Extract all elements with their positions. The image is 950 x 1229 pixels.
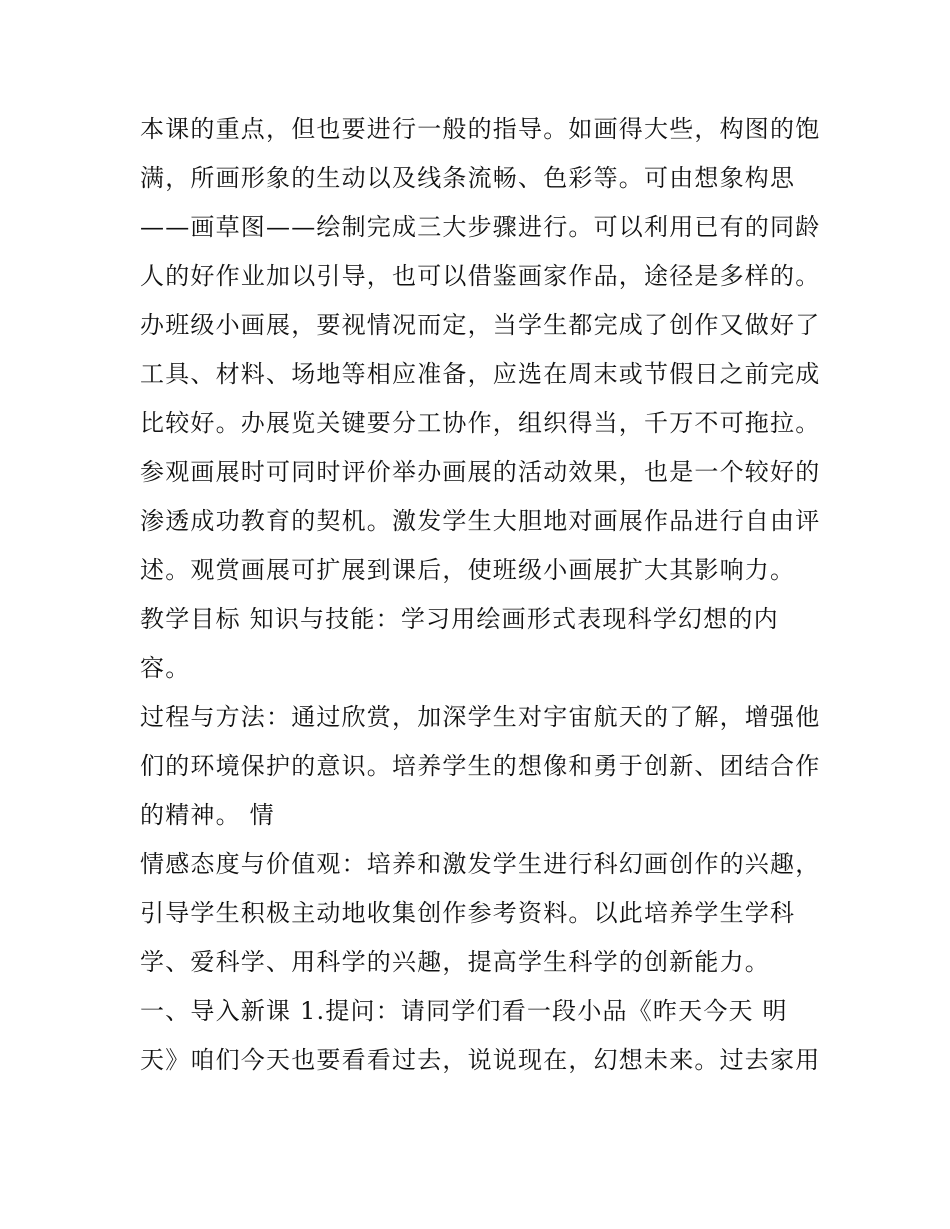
text-line: 一、导入新课 1.提问：请同学们看一段小品《昨天今天 明 — [140, 997, 788, 1025]
text-line: 学、爱科学、用科学的兴趣，提高学生科学的创新能力。 — [140, 948, 770, 976]
text-line: 人的好作业加以引导，也可以借鉴画家作品，途径是多样的。 — [140, 262, 821, 290]
text-line: 教学目标 知识与技能：学习用绘画形式表现科学幻想的内 — [140, 605, 779, 633]
text-line: ——画草图——绘制完成三大步骤进行。可以利用已有的同龄 — [140, 213, 821, 241]
text-line: 们的环境保护的意识。培养学生的想像和勇于创新、团结合作 — [140, 752, 821, 780]
text-line: 过程与方法：通过欣赏，加深学生对宇宙航天的了解，增强他 — [140, 703, 821, 731]
text-line: 满，所画形象的生动以及线条流畅、色彩等。可由想象构思 — [140, 164, 796, 192]
text-line: 参观画展时可同时评价举办画展的活动效果，也是一个较好的 — [140, 458, 821, 486]
text-line: 办班级小画展，要视情况而定，当学生都完成了创作又做好了 — [140, 311, 821, 339]
text-line: 渗透成功教育的契机。激发学生大胆地对画展作品进行自由评 — [140, 507, 821, 535]
text-line: 天》咱们今天也要看看过去，说说现在，幻想未来。过去家用 — [140, 1046, 821, 1074]
text-line: 容。 — [140, 654, 191, 682]
text-line: 比较好。办展览关键要分工协作，组织得当，千万不可拖拉。 — [140, 409, 821, 437]
text-line: 的精神。 情 — [140, 801, 275, 829]
text-line: 引导学生积极主动地收集创作参考资料。以此培养学生学科 — [140, 899, 796, 927]
text-line: 工具、材料、场地等相应准备，应选在周末或节假日之前完成 — [140, 360, 821, 388]
text-line: 述。观赏画展可扩展到课后，使班级小画展扩大其影响力。 — [140, 556, 796, 584]
text-line: 本课的重点，但也要进行一般的指导。如画得大些，构图的饱 — [140, 115, 821, 143]
text-line: 情感态度与价值观：培养和激发学生进行科幻画创作的兴趣， — [140, 850, 821, 878]
